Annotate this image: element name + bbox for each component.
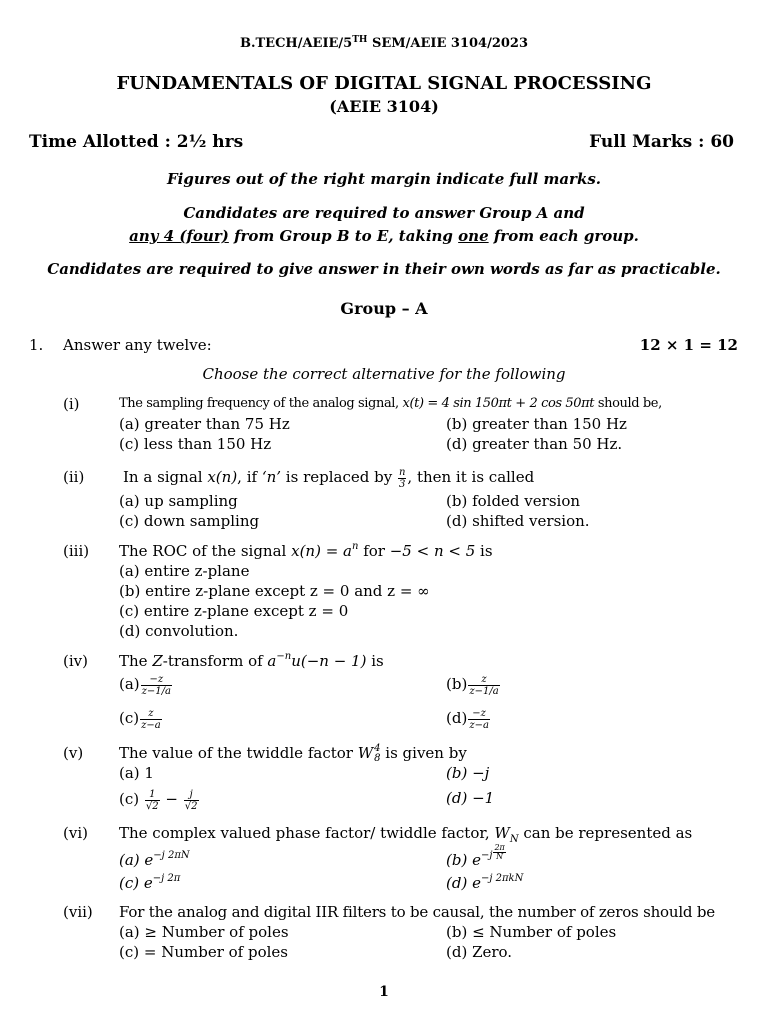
option-a: (a) up sampling [119, 492, 238, 510]
option-d: (d) greater than 50 Hz. [446, 435, 623, 453]
item-stem-text: In a signal [123, 468, 208, 486]
item-stem-math: x(n) [207, 468, 238, 486]
item-number: (vi) [63, 824, 88, 842]
item-stem-end: should be, [594, 396, 662, 411]
item-stem [119, 542, 493, 560]
item-stem [123, 463, 534, 491]
fraction-numerator: −z [141, 674, 172, 686]
item-stem-end: is [366, 652, 384, 670]
item-stem-math: x(n) = a [291, 542, 352, 560]
fraction-denominator: z−a [141, 719, 161, 731]
instruction-any-four-emphasis: any 4 (four) [129, 227, 229, 245]
option-b: (b) ≤ Number of poles [446, 923, 617, 941]
fraction [468, 674, 499, 697]
instruction-group-a: Candidates are required to answer Group A and [183, 204, 585, 222]
option-label: (a) e [119, 851, 154, 869]
instruction-one-emphasis: one [458, 227, 489, 245]
item-stem-exponent: −n [276, 651, 292, 662]
item-stem [119, 824, 693, 845]
fraction-numerator: z [140, 708, 162, 720]
subject-code: (AEIE 3104) [329, 97, 439, 116]
option-d [446, 874, 523, 892]
option-label: (b) [446, 675, 468, 693]
option-c: (c) entire z-plane except z = 0 [119, 602, 349, 620]
item-stem-exponent: n [351, 541, 359, 552]
paper-code-sup: TH [352, 35, 368, 45]
item-number: (vii) [63, 903, 93, 921]
option-d: (d) convolution. [119, 622, 239, 640]
paper-code-suffix: SEM/AEIE 3104/2023 [367, 36, 529, 51]
item-stem [119, 396, 662, 411]
instruction-any-four-middle: from Group B to E, taking [228, 227, 459, 245]
item-stem-text: The ROC of the signal [119, 542, 292, 560]
option-a [119, 670, 173, 698]
item-stem-math: a [267, 652, 277, 670]
paper-code [0, 36, 768, 51]
fraction-numerator: 1 [145, 789, 160, 801]
instruction-any-four-end: from each group. [488, 227, 639, 245]
item-stem-end: can be represented as [518, 824, 693, 842]
option-label: (d) [446, 709, 468, 727]
full-marks: Full Marks : 60 [589, 132, 734, 152]
item-stem-math: u(−n − 1) [291, 652, 367, 670]
item-stem: For the analog and digital IIR filters to be causal, the number of zeros should be [119, 903, 715, 921]
fraction-denominator: √2 [184, 800, 198, 812]
option-exponent: −j [480, 850, 493, 861]
fraction [468, 708, 490, 731]
option-c: (c) = Number of poles [119, 943, 288, 961]
item-number: (iv) [63, 652, 88, 670]
item-stem-end: is [475, 542, 493, 560]
fraction-denominator: z−1/a [141, 685, 171, 697]
item-stem [119, 652, 384, 670]
item-stem-text: -transform of [162, 652, 268, 670]
option-d [446, 704, 491, 732]
option-b: (b) folded version [446, 492, 581, 510]
item-stem-math: ‘n’ [261, 468, 282, 486]
instruction-own-words: Candidates are required to give answer in their own words as far as practicable. [47, 260, 721, 278]
option-a: (a) greater than 75 Hz [119, 415, 290, 433]
item-stem-text: for [358, 542, 390, 560]
option-label: (c) e [119, 874, 153, 892]
item-number: (iii) [63, 542, 90, 560]
item-stem-text: The sampling frequency of the analog signal, [119, 396, 399, 411]
option-a: (a) 1 [119, 764, 154, 782]
item-stem-text: is replaced by [281, 468, 397, 486]
item-stem-text: The [119, 652, 153, 670]
option-exponent: −j 2π [152, 873, 181, 884]
question-text: Answer any twelve: [63, 336, 212, 354]
time-allotted: Time Allotted : 2½ hrs [29, 132, 244, 152]
option-c [119, 874, 180, 892]
item-stem-text: The value of the twiddle factor [119, 744, 358, 762]
fraction [141, 674, 172, 697]
fraction [398, 467, 406, 490]
fraction-numerator: j [184, 789, 199, 801]
twiddle-symbol: W [357, 744, 374, 762]
question-number: 1. [29, 336, 44, 354]
twiddle-subscript: N [509, 834, 519, 845]
option-label: (c) [119, 790, 140, 808]
fraction [145, 789, 160, 812]
option-label: (a) [119, 675, 140, 693]
option-c [119, 704, 163, 732]
twiddle-symbol: W [494, 824, 510, 842]
page-number: 1 [379, 984, 389, 1000]
fraction-numerator: −z [468, 708, 490, 720]
option-a: (a) ≥ Number of poles [119, 923, 289, 941]
option-label: (c) [119, 709, 140, 727]
item-number: (i) [63, 395, 80, 413]
option-c: (c) less than 150 Hz [119, 435, 272, 453]
instruction-margin-marks: Figures out of the right margin indicate full marks. [166, 170, 602, 188]
fraction [140, 708, 162, 731]
fraction-numerator: z [468, 674, 499, 686]
option-c: (c) down sampling [119, 512, 260, 530]
instruction-any-four [0, 227, 768, 245]
item-stem-end: is given by [380, 744, 467, 762]
fraction-denominator: z−a [469, 719, 489, 731]
item-number: (v) [63, 744, 84, 762]
operator: − [165, 790, 178, 808]
paper-code-prefix: B.TECH/AEIE/5 [239, 36, 353, 51]
option-b: (b) greater than 150 Hz [446, 415, 627, 433]
option-exponent: −j 2πkN [480, 873, 524, 884]
item-number: (ii) [63, 468, 85, 486]
fraction-denominator: z−1/a [469, 685, 499, 697]
fraction-denominator: √2 [145, 800, 159, 812]
twiddle-exponent: 4 [374, 743, 381, 754]
fraction [184, 789, 199, 812]
option-b: (b) entire z-plane except z = 0 and z = ∞ [119, 582, 430, 600]
option-a: (a) entire z-plane [119, 562, 250, 580]
item-stem-math: Z [152, 652, 163, 670]
option-d: (d) Zero. [446, 943, 513, 961]
group-title: Group – A [340, 299, 428, 318]
option-label: (b) e [446, 851, 481, 869]
option-exponent: −j 2πN [153, 850, 190, 861]
item-stem [119, 744, 467, 764]
option-b: (b) −j [446, 764, 490, 782]
paper-title: FUNDAMENTALS OF DIGITAL SIGNAL PROCESSING [116, 73, 652, 94]
fraction-numerator: n [398, 466, 406, 478]
item-stem-math: x(t) = 4 sin 150πt + 2 cos 50πt [402, 396, 595, 411]
option-label: (d) e [446, 874, 481, 892]
question-marks: 12 × 1 = 12 [639, 336, 738, 354]
option-d: (d) −1 [446, 789, 495, 807]
twiddle-subscript: 8 [374, 753, 381, 764]
fraction-numerator: 2π [494, 842, 505, 852]
option-c [119, 785, 200, 813]
question-subtext: Choose the correct alternative for the following [202, 365, 566, 383]
item-stem-end: , then it is called [407, 468, 535, 486]
item-stem-text: The complex valued phase factor/ twiddle factor, [119, 824, 495, 842]
option-d: (d) shifted version. [446, 512, 590, 530]
fraction-denominator: 3 [398, 478, 406, 490]
item-stem-text: , if [237, 468, 262, 486]
option-b [446, 670, 501, 698]
exponent-fraction [493, 844, 505, 861]
item-stem-math: −5 < n < 5 [389, 542, 476, 560]
option-a [119, 851, 190, 869]
fraction-denominator: N [496, 851, 504, 861]
